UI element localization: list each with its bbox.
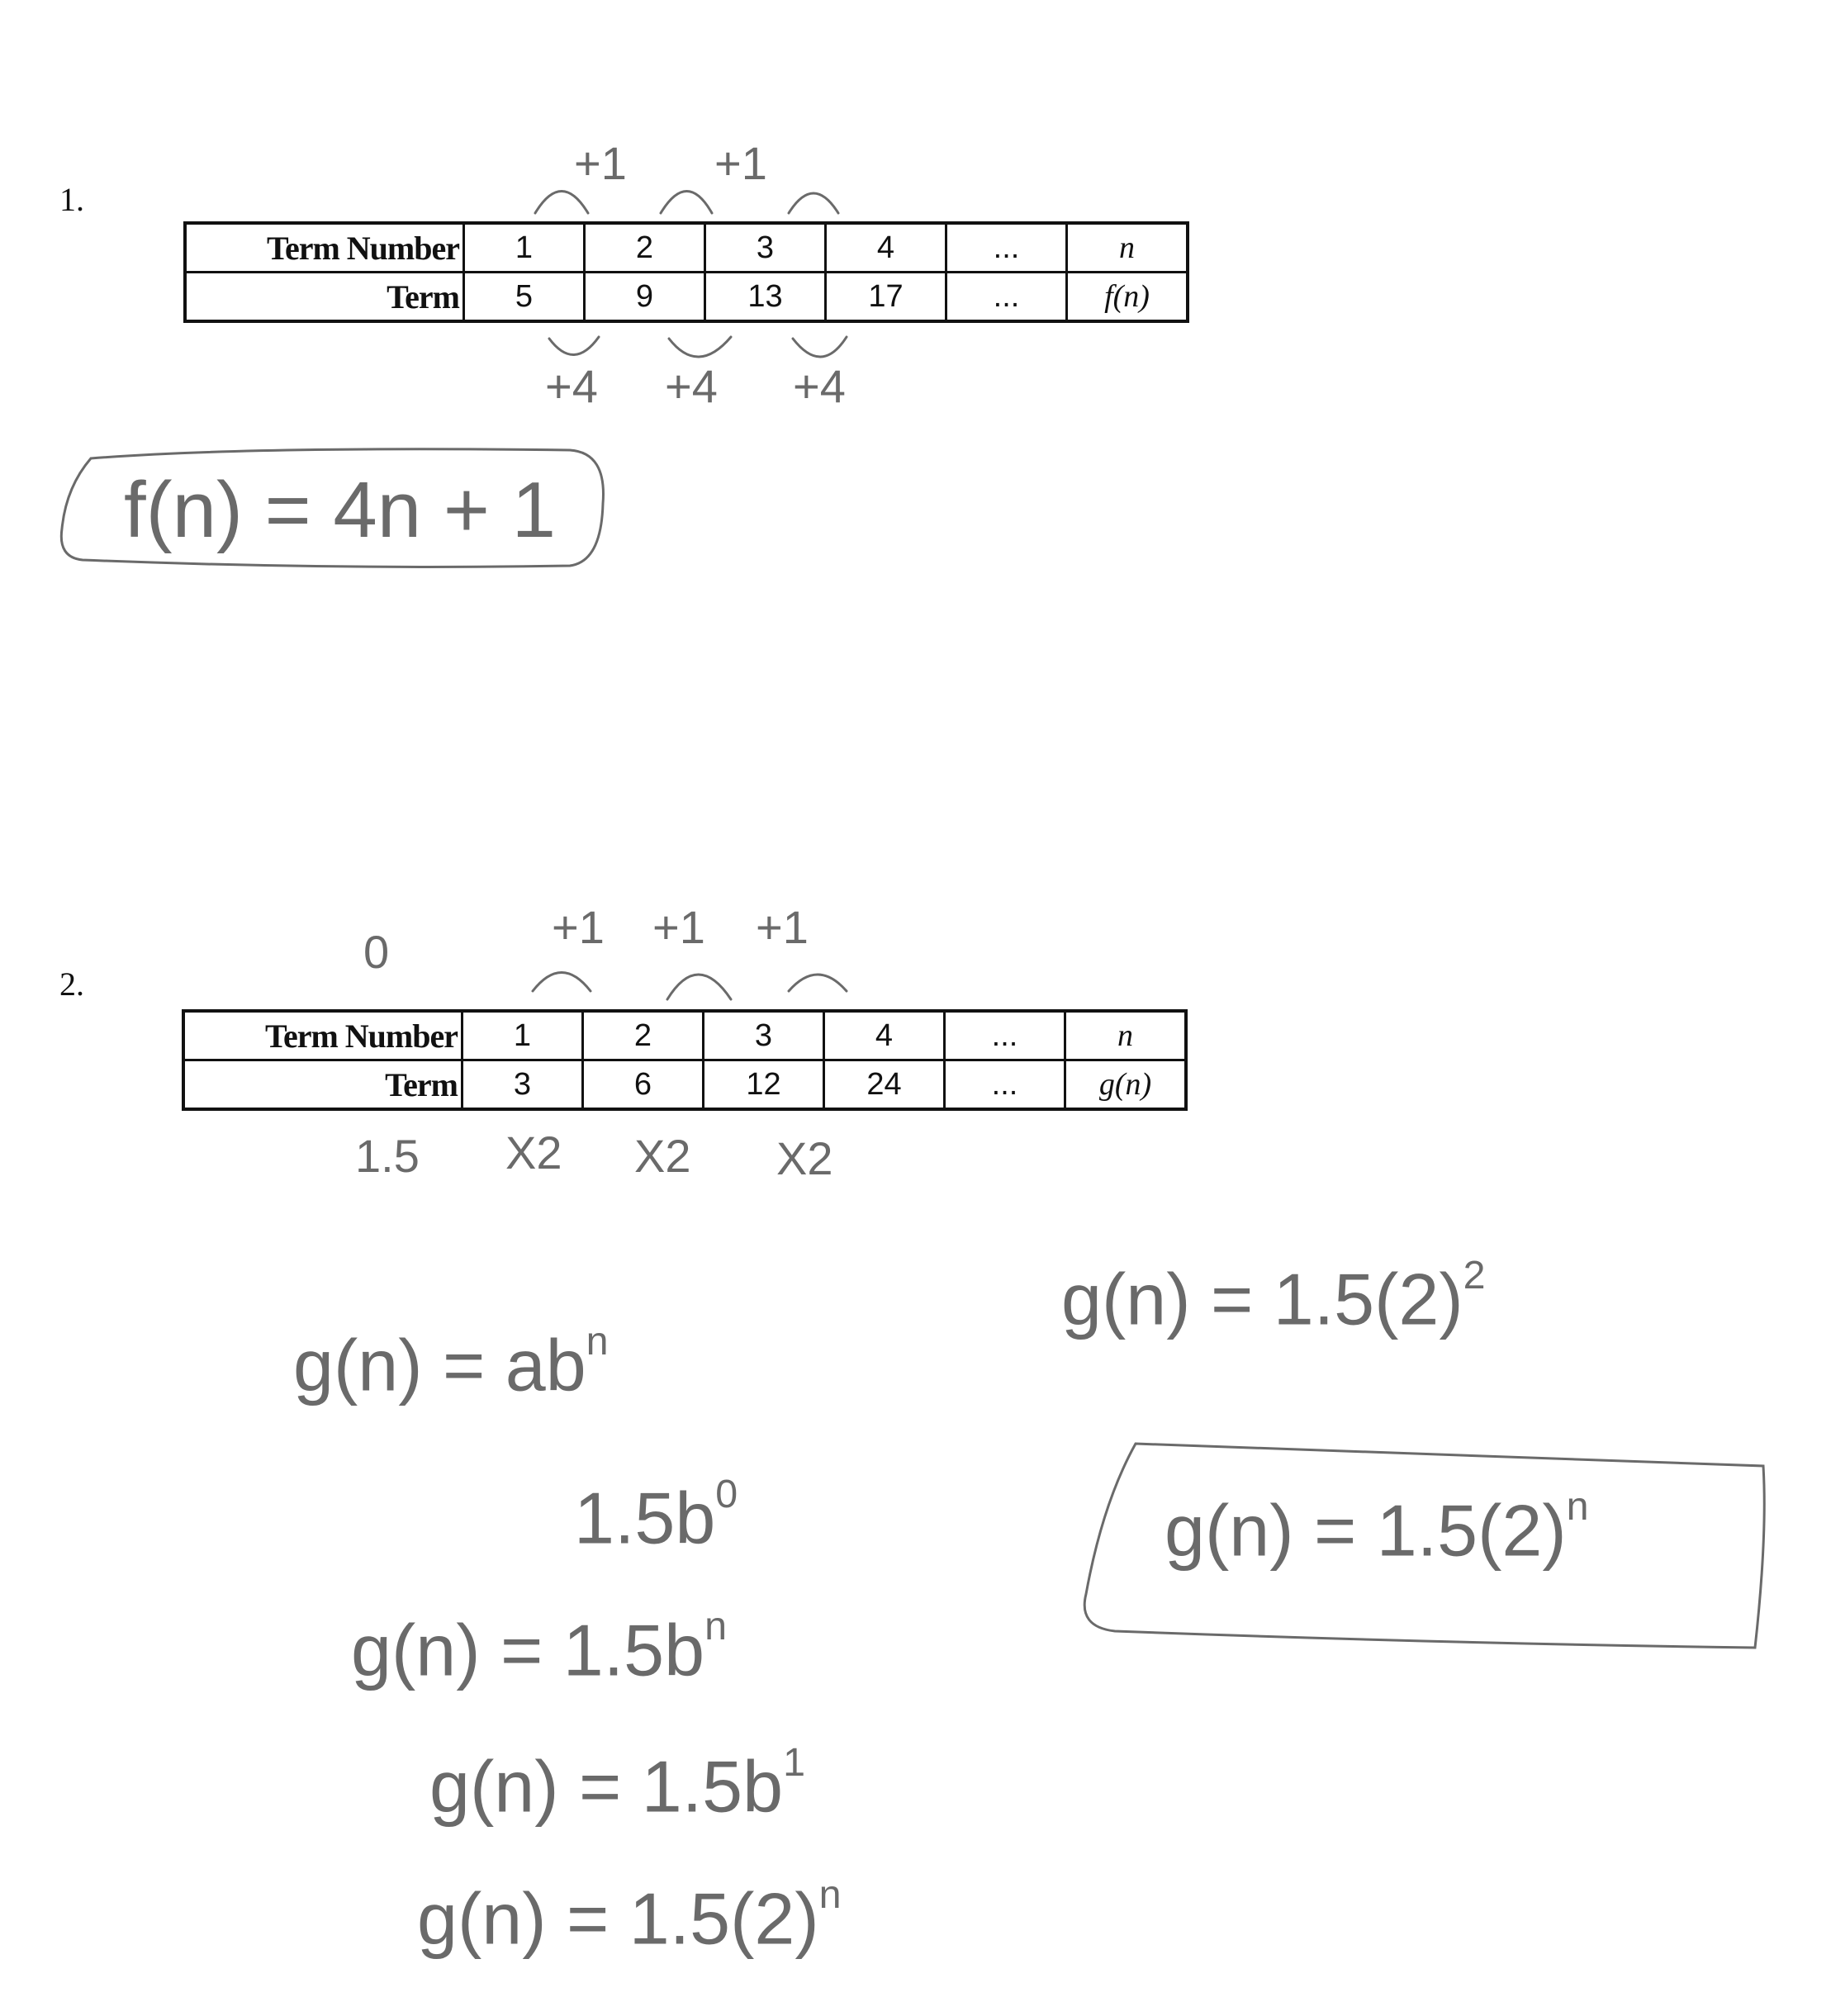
arc-mark — [667, 975, 731, 999]
handwritten-times-two: X2 — [505, 1127, 562, 1179]
answer-2-text: g(n) = 1.5(2) — [1165, 1489, 1567, 1572]
work-line-3-exponent: n — [704, 1604, 727, 1648]
table-cell: 1 — [462, 1011, 583, 1060]
arc-mark — [789, 975, 847, 991]
table-cell: 4 — [824, 1011, 945, 1060]
table-cell: n — [1067, 223, 1188, 273]
table-row — [185, 223, 1188, 273]
table-cell: 1 — [464, 223, 585, 273]
work-line-1-exponent: n — [586, 1319, 609, 1364]
work-line-5-exponent: n — [818, 1872, 842, 1917]
side-work-line-text: g(n) = 1.5(2) — [1061, 1258, 1463, 1340]
table-cell: ... — [945, 1011, 1065, 1060]
table-cell: n — [1065, 1011, 1187, 1060]
work-line-1 — [293, 1319, 609, 1406]
work-line-3 — [351, 1604, 727, 1691]
side-work-line-exponent: 2 — [1463, 1253, 1486, 1297]
side-work-line — [1061, 1253, 1486, 1340]
problem-2-number: 2. — [59, 965, 84, 1003]
handwritten-times-two: X2 — [776, 1132, 833, 1184]
table-row — [183, 1060, 1186, 1110]
problem-1-table — [183, 221, 1189, 323]
table-cell: 3 — [462, 1060, 583, 1110]
table-cell: 12 — [704, 1060, 824, 1110]
work-line-2 — [574, 1472, 738, 1559]
work-line-5 — [417, 1872, 842, 1960]
table-cell: ... — [946, 273, 1067, 322]
handwritten-times-two: X2 — [634, 1130, 691, 1182]
arc-mark — [793, 337, 847, 357]
answer-2 — [1165, 1484, 1589, 1572]
row-label-term: Term — [185, 273, 464, 322]
row-label-term-number: Term Number — [185, 223, 464, 273]
table-cell: 3 — [705, 223, 826, 273]
handwritten-start-value: 1.5 — [355, 1130, 420, 1182]
table-cell: 2 — [585, 223, 705, 273]
table-cell: 4 — [826, 223, 946, 273]
table-cell: 6 — [583, 1060, 704, 1110]
arc-mark — [789, 193, 838, 213]
table-row — [185, 273, 1188, 322]
table-cell: f(n) — [1067, 273, 1188, 322]
work-line-4-text: g(n) = 1.5b — [429, 1745, 784, 1828]
handwritten-plus-one: +1 — [652, 901, 705, 953]
arc-mark — [661, 192, 712, 214]
arc-mark — [549, 337, 599, 355]
row-label-term: Term — [183, 1060, 462, 1110]
handwritten-plus-one: +1 — [552, 901, 605, 953]
work-line-5-text: g(n) = 1.5(2) — [417, 1877, 819, 1960]
work-line-3-text: g(n) = 1.5b — [351, 1609, 705, 1691]
handwritten-zero: 0 — [363, 926, 390, 978]
work-line-2-text: 1.5b — [574, 1477, 716, 1559]
problem-1-number: 1. — [59, 181, 84, 218]
arc-mark — [533, 973, 591, 992]
work-line-4-exponent: 1 — [783, 1740, 805, 1785]
work-line-2-exponent: 0 — [715, 1472, 738, 1516]
table-cell: 9 — [585, 273, 705, 322]
handwritten-plus-four: +4 — [793, 360, 846, 412]
answer-2-exponent: n — [1566, 1484, 1589, 1529]
table-cell: 24 — [824, 1060, 945, 1110]
table-cell: 13 — [705, 273, 826, 322]
handwritten-plus-one: +1 — [756, 901, 809, 953]
work-line-1-text: g(n) = ab — [293, 1324, 586, 1406]
arc-mark — [669, 337, 731, 357]
work-line-4 — [429, 1740, 805, 1828]
arc-mark — [535, 192, 588, 214]
table-cell: 17 — [826, 273, 946, 322]
problem-2-table — [182, 1009, 1188, 1111]
handwritten-plus-one: +1 — [574, 137, 627, 189]
table-cell: 2 — [583, 1011, 704, 1060]
answer-1: f(n) = 4n + 1 — [124, 466, 556, 554]
handwritten-plus-four: +4 — [665, 360, 718, 412]
handwritten-plus-one: +1 — [714, 137, 767, 189]
handwritten-plus-four: +4 — [545, 360, 598, 412]
table-cell: 3 — [704, 1011, 824, 1060]
row-label-term-number: Term Number — [183, 1011, 462, 1060]
table-row — [183, 1011, 1186, 1060]
table-cell: ... — [946, 223, 1067, 273]
table-cell: 5 — [464, 273, 585, 322]
table-cell: ... — [945, 1060, 1065, 1110]
table-cell: g(n) — [1065, 1060, 1187, 1110]
